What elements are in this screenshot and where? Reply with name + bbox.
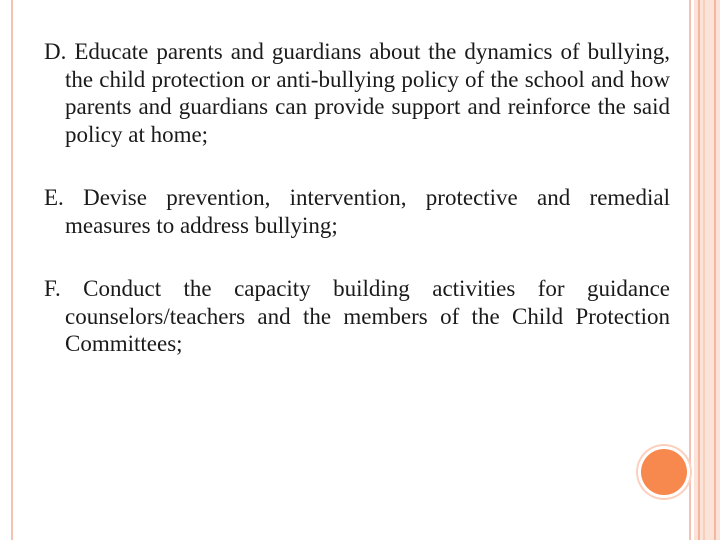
band-line <box>698 0 700 540</box>
list-item-f: F. Conduct the capacity building activities for guidance counselors/teachers and the members of the Child Protection Committees; <box>44 276 670 356</box>
decorative-circle-icon <box>641 449 687 495</box>
decorative-side-band <box>694 0 720 540</box>
slide-body <box>44 38 670 394</box>
band-line <box>703 0 705 540</box>
band-line <box>714 0 716 540</box>
list-item-d: D. Educate parents and guardians about the dynamics of bullying, the child protection or anti-bullying policy of the school and how parents and guardians can provide support and reinforce the said policy at home; <box>44 39 670 147</box>
list-item-e: E. Devise prevention, intervention, protective and remedial measures to address bullying; <box>44 185 670 238</box>
